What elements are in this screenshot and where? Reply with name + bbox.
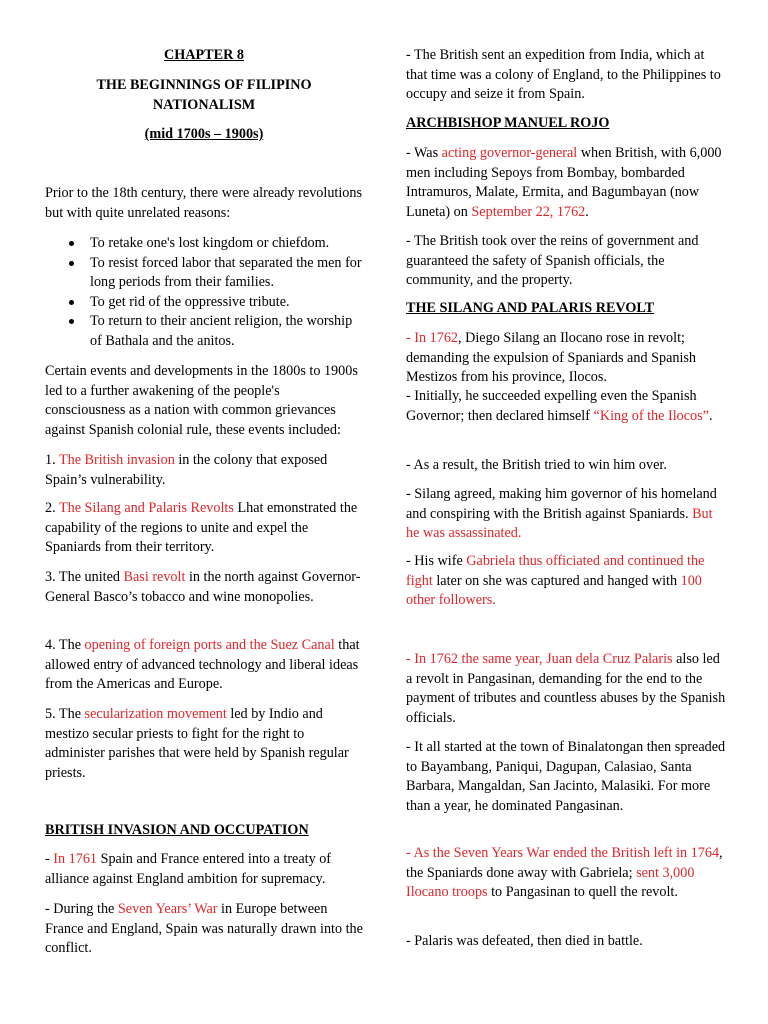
event-3 — [45, 568, 363, 607]
list-item: To get rid of the oppressive tribute. — [45, 293, 363, 313]
intro-paragraph: Prior to the 18th century, there were already revolutions but with quite unrelated reasons: — [45, 185, 363, 221]
highlight: - In 1762 the same year, Juan dela Cruz Palaris — [406, 651, 673, 667]
event-1 — [45, 451, 363, 490]
silang-paragraph-1 — [406, 329, 726, 388]
text: when British, with 6,000 men including Sepoys from Bombay, bombarded Intramuros, Malate, Ermita, and Bagumbayan (now Luneta) on — [406, 145, 722, 220]
event-2 — [45, 499, 363, 558]
palaris-paragraph-1 — [406, 650, 726, 728]
silang-paragraph-4 — [406, 485, 726, 544]
silang-paragraph-5 — [406, 552, 726, 611]
list-item: To resist forced labor that separated the men for long periods from their families. — [45, 254, 363, 293]
list-item: To retake one's lost kingdom or chiefdom. — [45, 234, 363, 254]
rojo-paragraph-2: - The British took over the reins of government and guaranteed the safety of Spanish officials, the community, and the property. — [406, 233, 699, 289]
palaris-paragraph-2: - It all started at the town of Binalatongan then spreaded to Bayambang, Paniqui, Dagupan, Calasiao, Santa Barbara, Mangaldan, San Jacinto, Malasiki. For more than a year, he dominated Pangasinan. — [406, 739, 726, 814]
event-highlight: The British invasion — [58, 452, 175, 468]
highlight: - As the Seven Years War ended the British left in 1764 — [406, 845, 720, 861]
text: Spain and France entered into a treaty of alliance against England ambition for supremacy. — [45, 851, 332, 887]
chapter-label: CHAPTER 8 — [163, 47, 244, 63]
text: - Initially, he succeeded expelling even the Spanish Governor; then declared himself — [406, 388, 697, 424]
section-heading-rojo: ARCHBISHOP MANUEL ROJO — [406, 115, 610, 131]
title-line-1: THE BEGINNINGS OF FILIPINO — [96, 77, 312, 93]
text: - Silang agreed, making him governor of his homeland and conspiring with the British against Spaniards. — [406, 486, 717, 522]
highlight: Gabriela thus officiated and continued the fight — [406, 553, 705, 589]
reasons-list — [45, 234, 363, 352]
event-number: 5. The — [45, 706, 85, 722]
event-highlight: Basi revolt — [123, 569, 186, 585]
expedition-paragraph: - The British sent an expedition from India, which at that time was a colony of England, to the Philippines to occupy and seize it from Spain. — [406, 47, 721, 103]
event-number: 2. — [45, 500, 59, 516]
chapter-title — [45, 76, 363, 115]
text: - During the — [45, 901, 118, 917]
silang-paragraph-2 — [406, 387, 726, 426]
text: - His wife — [406, 553, 467, 569]
silang-paragraph-3: - As a result, the British tried to win him over. — [406, 457, 667, 473]
chapter-period: (mid 1700s – 1900s) — [144, 126, 264, 142]
british-paragraph-1 — [45, 850, 363, 889]
event-number: 4. The — [45, 637, 85, 653]
text: , Diego Silang an Ilocano rose in revolt; demanding the expulsion of Spaniards and Spanish Mestizos from his province, Ilocos. — [406, 330, 697, 386]
text: later on she was captured and hanged with — [432, 572, 681, 589]
highlight: In 1761 — [53, 851, 98, 867]
event-4 — [45, 636, 363, 695]
text: also led a revolt in Pangasinan, demanding for the end to the payment of tributes and countless abuses by the Spanish officials. — [406, 651, 726, 726]
palaris-paragraph-4: - Palaris was defeated, then died in battle. — [406, 933, 643, 949]
highlight: “King of the Ilocos” — [593, 407, 709, 424]
text: to Pangasinan to quell the revolt. — [487, 884, 678, 901]
text: - Was — [406, 145, 442, 161]
highlight: 100 other followers. — [406, 572, 702, 609]
highlight: Seven Years’ War — [117, 901, 218, 917]
text: . — [585, 203, 589, 220]
event-highlight: The Silang and Palaris Revolts — [58, 500, 234, 516]
event-text: in the colony that exposed Spain’s vulnerability. — [45, 452, 328, 488]
section-heading-silang: THE SILANG AND PALARIS REVOLT — [406, 300, 655, 316]
text: , the Spaniards done away with Gabriela; — [406, 845, 723, 881]
highlight: September 22, 1762 — [471, 203, 586, 220]
events-intro-paragraph: Certain events and developments in the 1800s to 1900s led to a further awakening of the people's consciousness as a nation with common grievances against Spanish colonial rule, these events included: — [45, 363, 358, 438]
event-text: Lhat emonstrated the capability of the regions to unite and expel the Spaniards from their territory. — [45, 500, 358, 556]
highlight: - In 1762 — [406, 330, 459, 346]
list-item: To return to their ancient religion, the worship of Bathala and the anitos. — [45, 312, 363, 351]
event-5 — [45, 705, 363, 783]
section-heading-british: BRITISH INVASION AND OCCUPATION — [45, 822, 309, 838]
event-highlight: secularization movement — [84, 706, 227, 722]
highlight: But he was assassinated. — [406, 505, 713, 542]
text: . — [708, 407, 713, 424]
event-number: 1. — [45, 452, 59, 468]
text: - — [45, 851, 54, 867]
event-text: led by Indio and mestizo secular priests to fight for the right to administer parishes that were held by Spanish regular priests. — [45, 706, 349, 781]
event-text: that allowed entry of advanced technology and liberal ideas from the Americas and Europe. — [45, 637, 360, 693]
event-text: in the north against Governor-General Basco’s tobacco and wine monopolies. — [45, 569, 361, 605]
event-highlight: opening of foreign ports and the Suez Canal — [84, 637, 335, 653]
highlight: sent 3,000 Ilocano troops — [406, 864, 695, 901]
palaris-paragraph-3 — [406, 844, 726, 903]
british-paragraph-2 — [45, 900, 363, 959]
title-line-2: NATIONALISM — [152, 96, 256, 113]
text: in Europe between France and England, Spain was naturally drawn into the conflict. — [45, 901, 363, 957]
highlight: acting governor-general — [441, 145, 578, 161]
event-number: 3. The united — [45, 569, 124, 585]
rojo-paragraph-1 — [406, 144, 726, 222]
